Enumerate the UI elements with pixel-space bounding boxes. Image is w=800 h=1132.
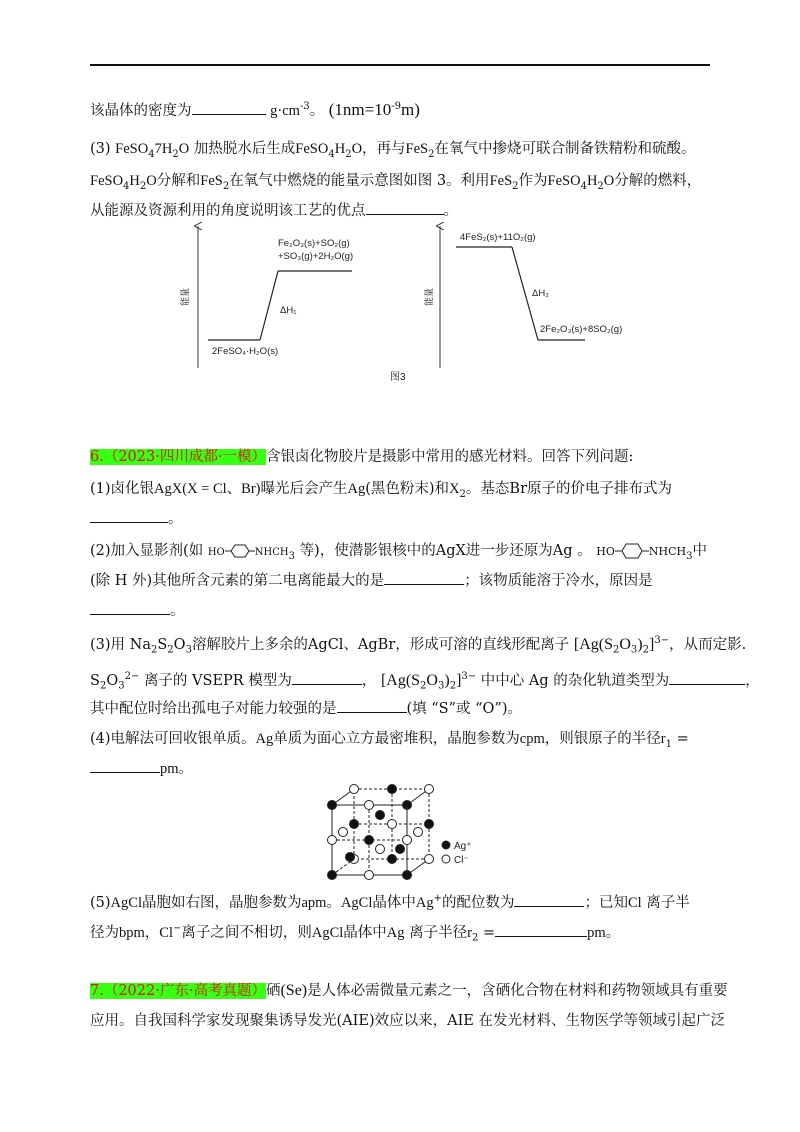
answer-blank[interactable]: [514, 892, 584, 907]
legend-ag-dot: [442, 841, 450, 849]
q6-part5-line2: 径为bpm，Cl−离子之间不相切，则AgCl晶体中Ag 离子半径$r_2$ = pm。: [90, 923, 621, 944]
q6-part2-answer: 。: [90, 600, 185, 622]
right-axis-label: 能量: [424, 287, 434, 306]
q6-part5: (5)AgCl晶胞如右图，晶胞参数为apm。AgCl晶体中Ag+的配位数为 ；已知Cl 离子半: [90, 893, 690, 911]
answer-blank[interactable]: [384, 570, 464, 585]
left-bottom-label: 2FeSO₄·H₂O(s): [212, 346, 279, 357]
legend-cl-label: Cl⁻: [454, 855, 469, 866]
left-top-label-1: Fe₂O₃(s)+SO₂(g): [278, 238, 350, 249]
agcl-unit-cell-figure: [322, 785, 492, 885]
answer-blank[interactable]: [495, 922, 587, 937]
benzene-ring-icon: [615, 542, 649, 560]
q6-part2-line2: (除 H 外)其他所含元素的第二电离能最大的是 ；该物质能溶于冷水，原因是: [90, 570, 653, 592]
figure-caption: 图3: [390, 372, 406, 383]
q3-line-3: 从能源及资源利用的角度说明该工艺的优点 。: [90, 200, 458, 222]
right-dh-label: ΔH₂: [532, 288, 549, 299]
legend-ag-label: Ag⁺: [454, 841, 472, 852]
left-top-label-2: +SO₃(g)+2H₂O(g): [278, 251, 354, 262]
q3-line-1: (3) $FeSO_47H_2O$ 加热脱水后生成$FeSO_4H_2O$，再与FeS$_2$在氧气中掺烧可联合制备铁精粉和硫酸。: [90, 141, 696, 160]
q7-line-2: 应用。自我国科学家发现聚集诱导发光(AIE)效应以来，AIE 在发光材料、生物医学等领域引起广泛: [90, 1013, 725, 1029]
answer-blank[interactable]: [669, 670, 745, 685]
answer-blank[interactable]: [366, 200, 444, 215]
q7-heading: 7.（2022·广东·高考真题）硒(Se)是人体必需微量元素之一，含硒化合物在材料和药物领域具有重要: [90, 982, 728, 999]
left-axis-label: 能量: [180, 287, 190, 306]
answer-blank[interactable]: [292, 670, 362, 685]
q3-line-2: $FeSO_4H_2O$分解和FeS$_2$在氧气中燃烧的能量示意图如图 3。利用FeS$_2$作为$FeSO_4H_2O$分解的燃料，: [90, 173, 702, 192]
q6-part1-answer: 。: [90, 508, 183, 530]
answer-blank[interactable]: [90, 600, 170, 615]
q6-part4-answer: pm。: [90, 758, 193, 780]
q6-part2: (2)加入显影剂(如 HO $NHCH_3$ 等)，使潜影银核中的AgX进一步还原为Ag 。 HO $NHCH_3$中: [90, 543, 708, 562]
q6-part4: (4)电解法可回收银单质。Ag单质为面心立方最密堆积，晶胞参数为cpm，则银原子的半径$r_1$ =: [90, 731, 689, 750]
answer-blank[interactable]: [90, 508, 168, 523]
right-top-label: 4FeS₂(s)+11O₂(g): [460, 232, 536, 243]
legend-cl-dot: [442, 855, 450, 863]
density-line: 该晶体的密度为 $g\cdot cm^{-3}$。 $(1nm=10^{-9}m)$: [90, 99, 420, 119]
benzene-ring-icon: [225, 543, 255, 559]
header-rule: [90, 64, 710, 66]
answer-blank[interactable]: [337, 698, 407, 713]
answer-blank[interactable]: [90, 758, 160, 773]
left-dh-label: ΔH₁: [280, 305, 297, 316]
atoms: [328, 785, 434, 880]
right-bottom-label: 2Fe₂O₃(s)+8SO₂(g): [540, 324, 623, 335]
q6-part3-line3: 其中配位时给出孤电子对能力较强的是 (填 “S”或 “O”)。: [90, 698, 522, 720]
answer-blank[interactable]: [192, 100, 266, 115]
q6-part3-line2: $S_2O_3^{2-}$ 离子的 VSEPR 模型为 ， $[Ag(S_2O_3)_2]^{3-}$ 中中心 Ag 的杂化轨道类型为 ，: [90, 671, 760, 692]
energy-diagram-figure-3: [180, 218, 623, 388]
q6-part1: (1)卤化银AgX(X = Cl、Br)曝光后会产生Ag(黑色粉末)和$X_2$。基态Br原子的价电子排布式为: [90, 481, 673, 500]
q6-heading: 6.（2023·四川成都·一模）含银卤化物胶片是摄影中常用的感光材料。回答下列问题:: [90, 449, 634, 465]
q6-source-tag: 6.（2023·四川成都·一模）: [90, 449, 266, 465]
q7-source-tag: 7.（2022·广东·高考真题）: [90, 983, 266, 999]
q6-part3: (3)用 $Na_2S_2O_3$溶解胶片上多余的AgCl、AgBr，形成可溶的直线形配离子 $[Ag(S_2O_3)_2]^{3-}$，从而定影.: [90, 635, 747, 656]
left-rise: [260, 271, 278, 340]
